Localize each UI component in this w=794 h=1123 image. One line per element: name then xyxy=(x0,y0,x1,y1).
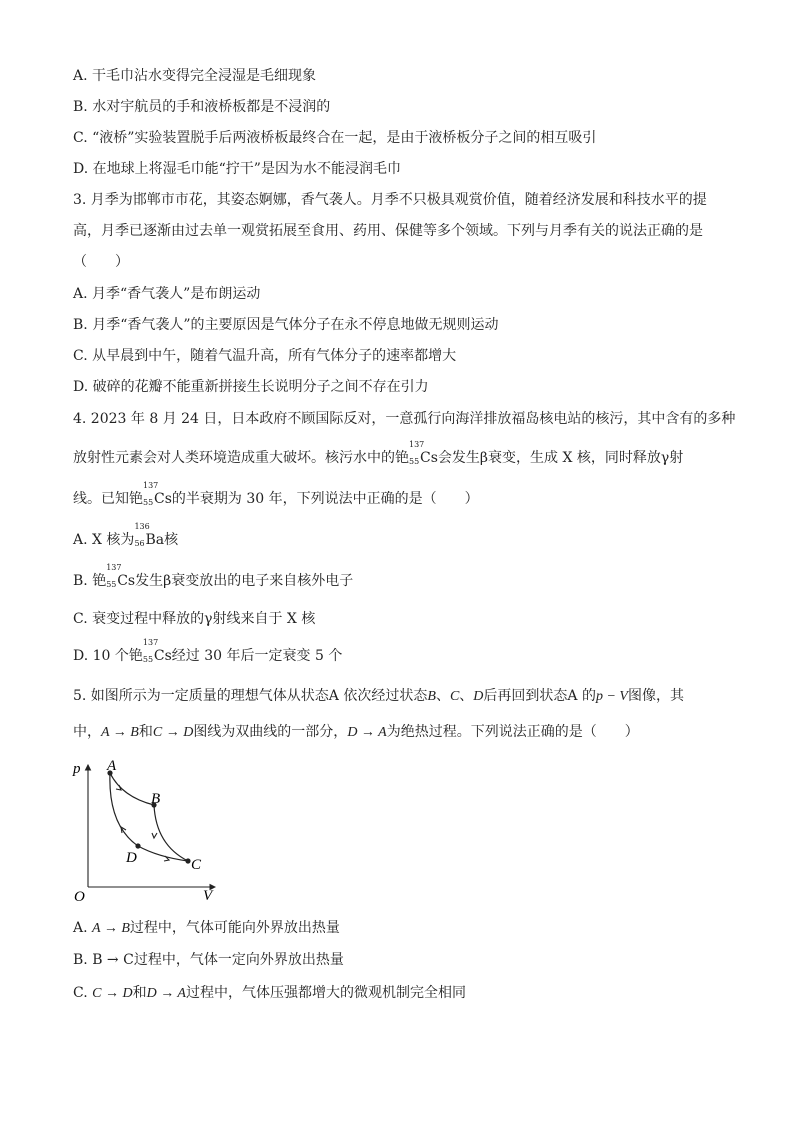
label-d: D xyxy=(126,850,137,866)
cs-nuclide: 137 55 Cs xyxy=(409,440,438,466)
arrow-b-c xyxy=(152,833,157,838)
point-c xyxy=(185,858,190,863)
q3-stem-line3: （ ） xyxy=(73,254,129,270)
cs-nuclide: 137 55 Cs xyxy=(106,563,136,589)
cs-nuclide: 137 55 Cs xyxy=(143,481,172,507)
q5-stem-line1: 5. 如图所示为一定质量的理想气体从状态A 依次经过状态B、C、D后再回到状态A 的p − V图像，其 xyxy=(73,688,684,704)
q5-stem-line2: 中，A → B和C → D图线为双曲线的一部分，D → A为绝热过程。下列说法正确的是（ ） xyxy=(73,724,639,740)
cs-nuclide: 137 55 Cs xyxy=(142,638,172,664)
q3-option-b: B. 月季“香气袭人”的主要原因是气体分子在永不停息地做无规则运动 xyxy=(73,317,499,333)
curve-b-c xyxy=(154,805,188,861)
q3-option-a: A. 月季“香气袭人”是布朗运动 xyxy=(73,286,261,302)
origin-label: O xyxy=(74,889,85,905)
q5-option-b: B. B → C过程中，气体一定向外界放出热量 xyxy=(73,952,344,968)
q3-option-d: D. 破碎的花瓣不能重新拼接生长说明分子之间不存在引力 xyxy=(73,379,429,395)
q4-option-b: B. 铯 137 55 Cs发生β衰变放出的电子来自核外电子 xyxy=(73,563,354,589)
q4-stem-line1: 4. 2023 年 8 月 24 日，日本政府不顾国际反对，一意孤行向海洋排放福岛核电站的核污，其中含有的多种 xyxy=(73,411,736,427)
axis-label-p: p xyxy=(73,761,81,777)
curve-d-a xyxy=(110,773,138,846)
curve-c-d xyxy=(138,846,188,861)
point-d xyxy=(135,843,140,848)
q5-option-a: A. A → B过程中，气体可能向外界放出热量 xyxy=(73,920,340,936)
pv-diagram xyxy=(70,755,230,905)
axis-label-v: V xyxy=(203,888,213,904)
q2-option-c: C. “液桥”实验装置脱手后两液桥板最终合在一起，是由于液桥板分子之间的相互吸引 xyxy=(73,130,597,146)
label-c: C xyxy=(191,857,202,873)
q4-option-a: A. X 核为 136 56 Ba核 xyxy=(73,522,179,548)
q4-option-c: C. 衰变过程中释放的γ射线来自于 X 核 xyxy=(73,611,316,627)
q2-option-d: D. 在地球上将湿毛巾能“拧干”是因为水不能浸润毛巾 xyxy=(73,161,401,177)
q4-stem-line3: 线。已知铯 137 55 Cs的半衰期为 30 年，下列说法中正确的是（ ） xyxy=(73,481,479,507)
q2-option-b: B. 水对宇航员的手和液桥板都是不浸润的 xyxy=(73,99,331,115)
label-a: A xyxy=(107,758,117,774)
q3-option-c: C. 从早晨到中午，随着气温升高，所有气体分子的速率都增大 xyxy=(73,348,457,364)
q4-option-d: D. 10 个铯 137 55 Cs经过 30 年后一定衰变 5 个 xyxy=(73,638,343,664)
q4-stem-line2: 放射性元素会对人类环境造成重大破坏。核污水中的铯 137 55 Cs会发生β衰变，生成 X 核，同时释放γ射 xyxy=(73,440,684,466)
ba-nuclide: 136 56 Ba xyxy=(134,522,165,548)
q3-stem-line2: 高，月季已逐渐由过去单一观赏拓展至食用、药用、保健等多个领域。下列与月季有关的说法正确的是 xyxy=(73,223,703,239)
label-b: B xyxy=(151,791,161,807)
q2-option-a: A. 干毛巾沾水变得完全浸湿是毛细现象 xyxy=(73,68,317,84)
q5-option-c: C. C → D和D → A过程中，气体压强都增大的微观机制完全相同 xyxy=(73,985,466,1001)
q3-stem-line1: 3. 月季为邯郸市市花，其姿态婀娜，香气袭人。月季不只极具观赏价值，随着经济发展和科技水平的提 xyxy=(73,192,707,208)
